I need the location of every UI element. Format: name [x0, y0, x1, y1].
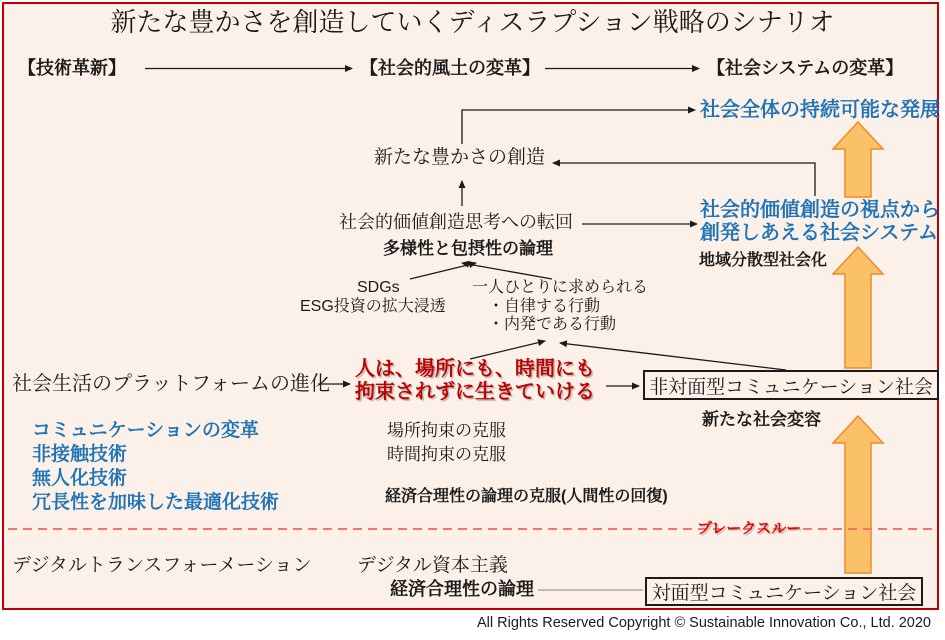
node-diversity-inclusion: 多様性と包摂性の論理 — [383, 239, 553, 258]
node-dx: デジタルトランスフォーメーション — [12, 555, 312, 576]
node-f2f-society-box — [645, 577, 923, 606]
tech-item-communication: コミュニケーションの変革 — [32, 420, 259, 441]
tech-item-contactless: 非接触技術 — [32, 444, 128, 465]
node-decentralized-society: 地域分散型社会化 — [699, 252, 828, 269]
node-platform-evolution: 社会生活のプラットフォームの進化 — [12, 373, 330, 395]
node-new-richness: 新たな豊かさの創造 — [374, 147, 546, 168]
stage-social-culture: 【社会的風土の変革】 — [360, 58, 540, 78]
node-esg: ESG投資の拡大浸透 — [300, 298, 446, 315]
node-economic-logic: 経済合理性の論理 — [390, 579, 534, 599]
slide-title: 新たな豊かさを創造していくディスラプション戦略のシナリオ — [110, 7, 835, 37]
node-overcome-economic: 経済合理性の論理の克服(人間性の回復) — [385, 488, 668, 505]
copyright-text: All Rights Reserved Copyright © Sustainable Innovation Co., Ltd. 2020 — [477, 615, 931, 631]
node-f2f-society-label: 対面型コミュニケーション社会 — [651, 583, 917, 604]
node-value-shift: 社会的価値創造思考への転回 — [339, 212, 573, 232]
node-emergent-system-line2: 創発しあえる社会システム — [700, 222, 938, 244]
node-emergent-system-line1: 社会的価値創造の視点から — [700, 199, 940, 221]
node-overcome-time: 時間拘束の克服 — [387, 445, 506, 464]
node-overcome-place: 場所拘束の克服 — [387, 421, 506, 440]
tech-item-unmanned: 無人化技術 — [32, 468, 128, 489]
node-non-f2f-society-label: 非対面型コミュニケーション社会 — [649, 376, 933, 398]
node-individual-line1: 一人ひとりに求められる — [472, 279, 649, 296]
node-freedom-line2: 拘束されずに生きていける — [355, 380, 595, 403]
node-sustainable-development: 社会全体の持続可能な発展 — [700, 99, 940, 121]
node-new-social-change: 新たな社会変容 — [702, 410, 821, 429]
slide-frame — [2, 2, 939, 610]
node-individual-line2: ・自律する行動 — [488, 298, 601, 315]
node-individual-line3: ・内発である行動 — [488, 316, 617, 333]
node-freedom-line1: 人は、場所にも、時間にも — [355, 358, 595, 380]
node-sdgs: SDGs — [357, 279, 400, 296]
stage-tech-innovation: 【技術革新】 — [18, 58, 126, 78]
breakthrough-label: ブレークスルー — [697, 520, 802, 537]
node-digital-capitalism: デジタル資本主義 — [357, 555, 508, 576]
node-freedom-statement — [355, 358, 595, 403]
tech-item-redundancy: 冗長性を加味した最適化技術 — [32, 492, 280, 513]
node-emergent-system — [700, 199, 940, 245]
node-non-f2f-society-box — [643, 370, 939, 400]
stage-social-system: 【社会システムの変革】 — [707, 58, 904, 78]
